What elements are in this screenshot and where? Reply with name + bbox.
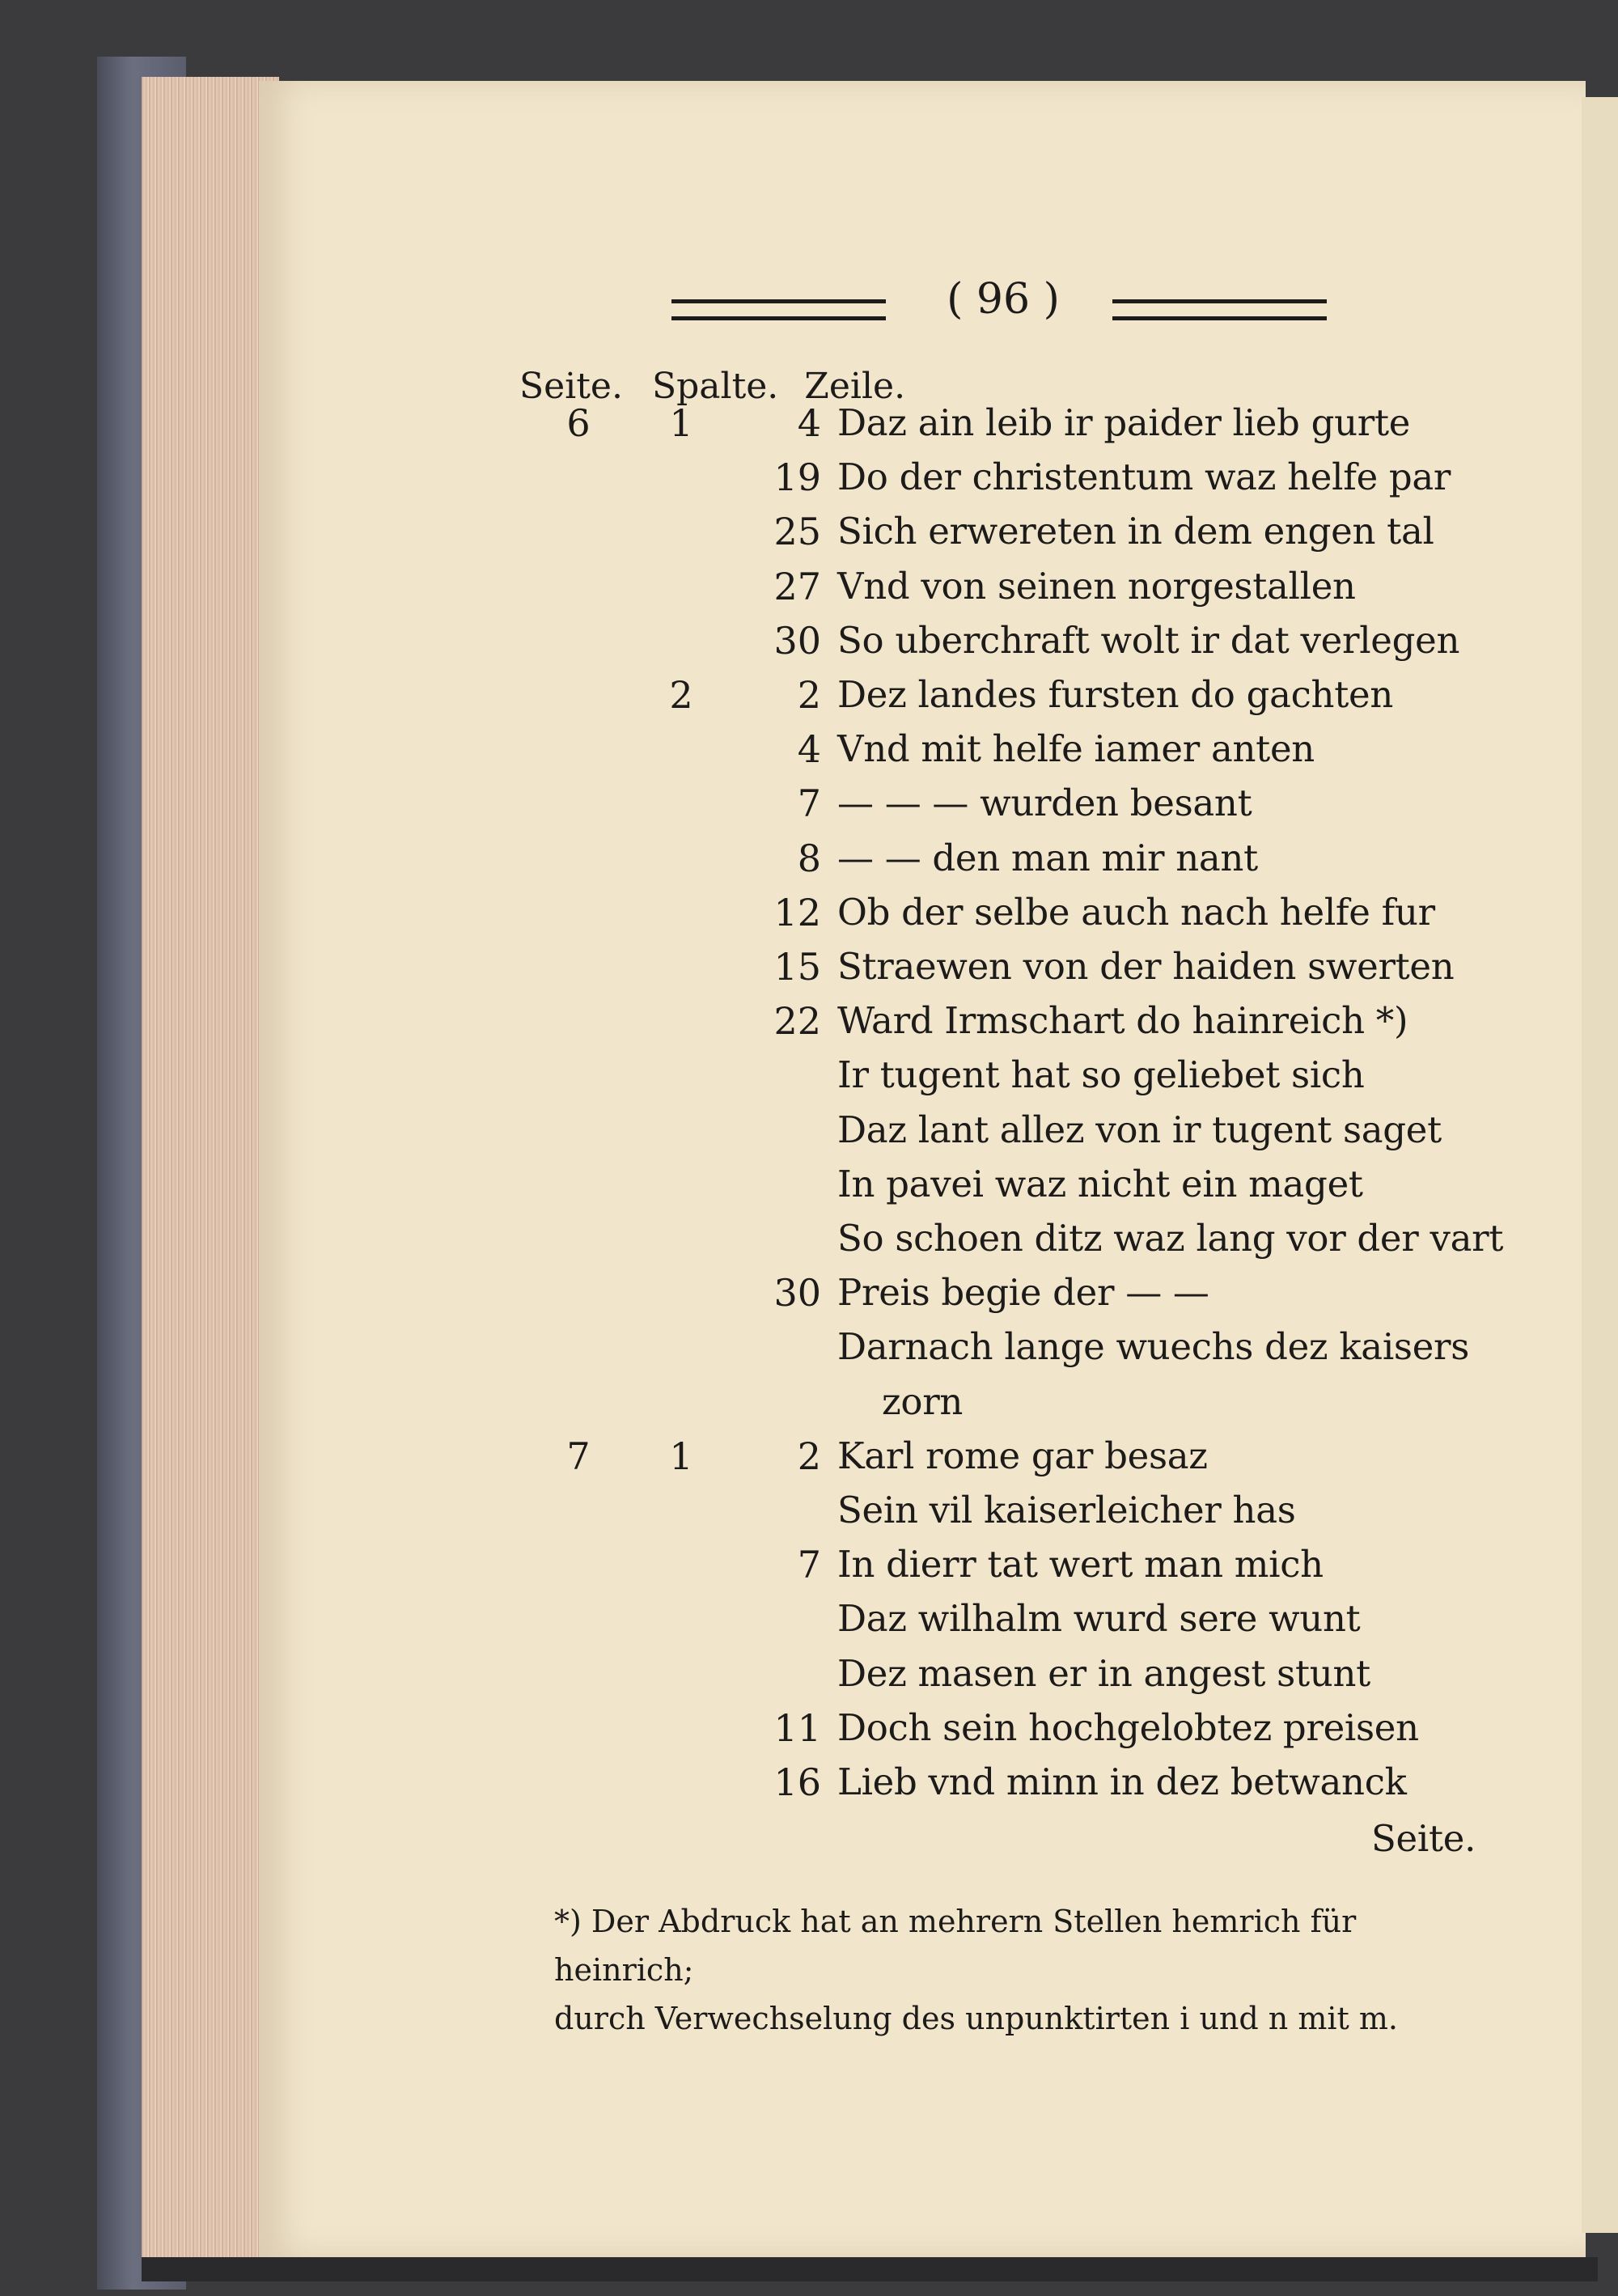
entry-text: Karl rome gar besaz: [837, 1434, 1208, 1477]
spalte-cell: 2: [669, 673, 693, 717]
entry-text: Daz ain leib ir paider lieb gurte: [837, 401, 1411, 444]
table-row: [0, 451, 1618, 504]
zeile-cell: 8: [797, 837, 821, 880]
entry-text: In dierr tat wert man mich: [837, 1543, 1324, 1586]
footnote: [554, 1897, 1468, 2043]
entry-text: — — den man mir nant: [837, 837, 1258, 879]
zeile-cell: 11: [773, 1706, 821, 1750]
zeile-cell: 25: [773, 510, 821, 553]
entry-text: Doch sein hochgelobtez preisen: [837, 1706, 1419, 1749]
column-header-zeile: Zeile.: [804, 366, 906, 407]
table-row: [0, 1375, 1618, 1429]
zeile-cell: 4: [797, 727, 821, 771]
entry-text: Ward Irmschart do hainreich *): [837, 999, 1408, 1042]
table-row: [0, 560, 1618, 613]
entry-text: Sein vil kaiserleicher has: [837, 1489, 1296, 1531]
entry-text: — — — wurden besant: [837, 782, 1252, 824]
entry-text: So schoen ditz waz lang vor der vart: [837, 1217, 1504, 1260]
entry-text: Preis begie der — —: [837, 1271, 1209, 1314]
entry-text: Darnach lange wuechs dez kaisers: [837, 1325, 1470, 1368]
table-row: [0, 1756, 1618, 1809]
column-header-seite: Seite.: [519, 366, 623, 407]
table-row: [0, 777, 1618, 830]
entry-text: Lieb vnd minn in dez betwanck: [837, 1760, 1407, 1803]
zeile-cell: 30: [773, 1271, 821, 1315]
entry-text: Daz wilhalm wurd sere wunt: [837, 1597, 1361, 1640]
table-row: [0, 1430, 1618, 1483]
entry-text: Dez landes fursten do gachten: [837, 673, 1394, 716]
footnote-line-2: durch Verwechselung des unpunktirten i und n mit m.: [554, 2001, 1398, 2036]
seite-cell: 7: [566, 1434, 591, 1478]
entry-text: Vnd von seinen norgestallen: [837, 565, 1356, 608]
table-row: [0, 1484, 1618, 1537]
footnote-line-1: *) Der Abdruck hat an mehrern Stellen hemrich für heinrich;: [554, 1904, 1357, 1988]
zeile-cell: 16: [773, 1760, 821, 1804]
table-row: [0, 722, 1618, 776]
zeile-cell: 27: [773, 565, 821, 608]
entry-text: Straewen von der haiden swerten: [837, 945, 1455, 988]
table-row: [0, 614, 1618, 667]
entry-text: Daz lant allez von ir tugent saget: [837, 1108, 1442, 1151]
table-row: [0, 1158, 1618, 1211]
table-row: [0, 832, 1618, 885]
table-row: [0, 1212, 1618, 1265]
table-row: [0, 1320, 1618, 1374]
entry-text: Vnd mit helfe iamer anten: [837, 727, 1315, 770]
table-row: [0, 994, 1618, 1048]
table-row: [0, 668, 1618, 722]
table-row: [0, 396, 1618, 450]
entry-text: Dez masen er in angest stunt: [837, 1652, 1370, 1695]
spalte-cell: 1: [669, 401, 693, 445]
zeile-cell: 19: [773, 455, 821, 499]
page-number: ( 96 ): [947, 275, 1060, 324]
catchword-line: [0, 1812, 1618, 1866]
table-row: [0, 1104, 1618, 1157]
table-row: [0, 1647, 1618, 1701]
zeile-cell: 2: [797, 1434, 821, 1478]
entry-text: Do der christentum waz helfe par: [837, 455, 1451, 498]
entry-text: Ir tugent hat so geliebet sich: [837, 1053, 1365, 1096]
zeile-cell: 22: [773, 999, 821, 1043]
spalte-cell: 1: [669, 1434, 693, 1478]
table-row: [0, 1538, 1618, 1591]
entry-text: In pavei waz nicht ein maget: [837, 1163, 1363, 1205]
seite-cell: 6: [566, 401, 591, 445]
table-row: [0, 1592, 1618, 1646]
zeile-cell: 12: [773, 891, 821, 934]
catchword: Seite.: [1371, 1817, 1476, 1860]
zeile-cell: 2: [797, 673, 821, 717]
table-row: [0, 1266, 1618, 1320]
zeile-cell: 4: [797, 401, 821, 445]
entry-text: Sich erwereten in dem engen tal: [837, 510, 1434, 553]
entry-text: So uberchraft wolt ir dat verlegen: [837, 619, 1460, 662]
zeile-cell: 7: [797, 782, 821, 825]
zeile-cell: 30: [773, 619, 821, 663]
table-row: [0, 940, 1618, 993]
zeile-cell: 15: [773, 945, 821, 989]
zeile-cell: 7: [797, 1543, 821, 1586]
table-row: [0, 1701, 1618, 1755]
entry-text: zorn: [882, 1380, 964, 1423]
table-row: [0, 505, 1618, 558]
table-row: [0, 886, 1618, 939]
entry-text: Ob der selbe auch nach helfe fur: [837, 891, 1435, 934]
table-row: [0, 1048, 1618, 1102]
column-header-spalte: Spalte.: [651, 366, 779, 407]
